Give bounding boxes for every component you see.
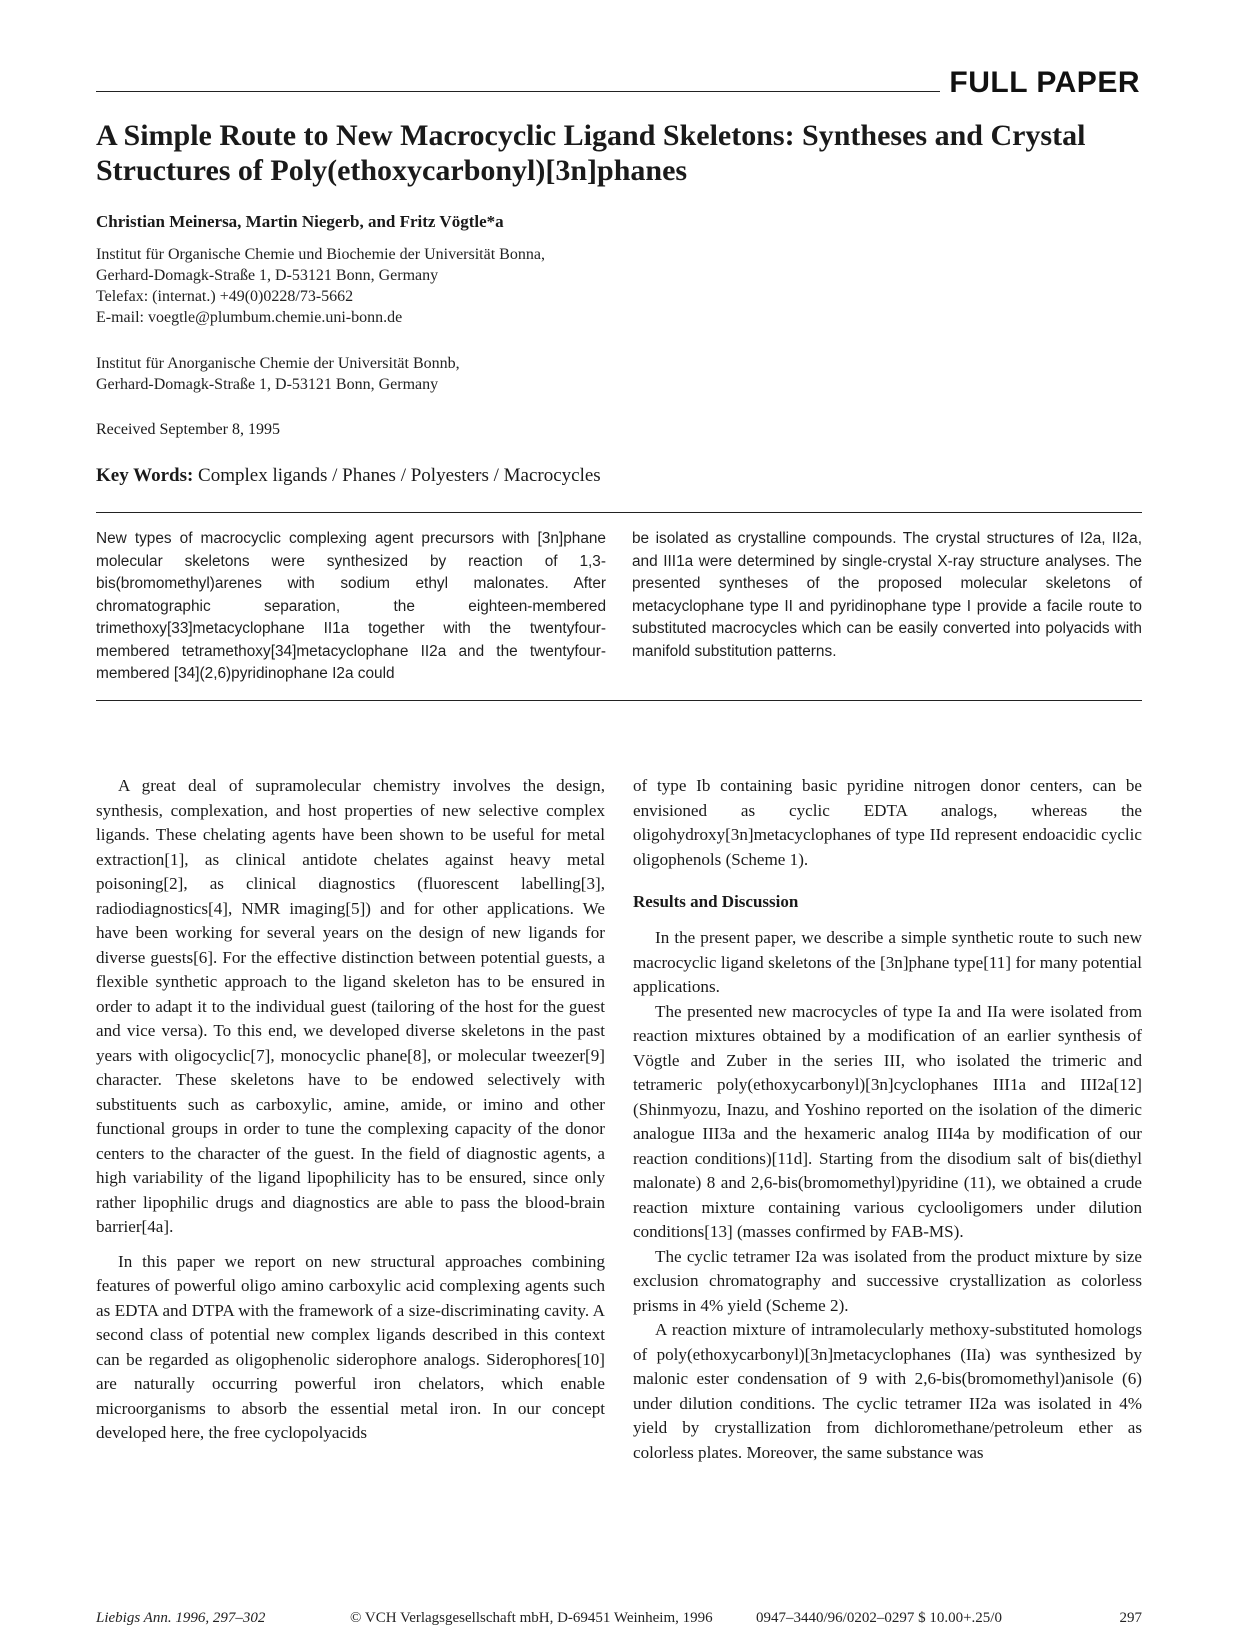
header-rule [96, 91, 940, 92]
abstract-bottom-rule [96, 700, 1142, 701]
body-paragraph: In this paper we report on new structural approaches combining features of powerful oligo amino carboxylic acid complexing agents such as EDTA and DTPA with the framework of a size-discriminating cavity. A second class of potential new complex ligands described in this context can be regarded as oligophenolic siderophore analogs. Siderophores[10] are naturally occurring powerful iron chelators, which enable microorganisms to absorb the essential metal iron. In our concept developed here, the free cyclopolyacids [96, 1251, 605, 1442]
received-date: Received September 8, 1995 [96, 421, 280, 438]
keywords [96, 465, 601, 487]
affiliation-a-line4: E-mail: voegtle@plumbum.chemie.uni-bonn.de [96, 309, 403, 326]
abstract-column-1: New types of macrocyclic complexing agent precursors with [3n]phane molecular skeletons were synthesized by reaction of 1,3-bis(bromomethyl)arenes with sodium ethyl malonates. After chromatographic separation, the eighteen-membered trimethoxy[33]metacyclophane II1a together with the twentyfour-membered tetramethoxy[34]metacyclophane II2a and the twentyfour-membered [34](2,6)pyridinophane I2a could [96, 530, 606, 682]
body-paragraph: A great deal of supramolecular chemistry involves the design, synthesis, complexation, and host properties of new selective complex ligands. These chelating agents have been shown to be useful for metal extraction[1], as clinical antidote chelates against heavy metal poisoning[2], as clinical diagnostics (fluorescent labelling[3], radiodiagnostics[4], NMR imaging[5]) and for other applications. We have been working for several years on the design of new ligands for diverse guests[6]. For the effective distinction between potential guests, a flexible synthetic approach to the ligand skeleton has to be ensured in order to adapt it to the individual guest (tailoring of the host for the guest and vice versa). To this end, we developed diverse skeletons in the past years with oligocyclic[7], monocyclic phane[8], or molecular tweezer[9] character. These skeletons have to be endowed selectively with substituents such as carboxylic, amine, amide, or imino and other functional groups in order to tune the complexing capacity of the donor centers to the character of the guest. In the field of diagnostic agents, a high variability of the ligand lipophilicity has to be ensured, since only rather lipophilic drugs and diagnostics are able to pass the blood-brain barrier[4a]. [96, 776, 605, 1236]
body-column-left [96, 774, 605, 1465]
keywords-label: Key Words: [96, 465, 194, 486]
abstract-top-rule [96, 512, 1142, 513]
body-column-right [633, 774, 1142, 1465]
body-paragraph: A reaction mixture of intramolecularly methoxy-substituted homologs of poly(ethoxycarbonyl)[3n]metacyclophanes (IIa) was synthesized by malonic ester condensation of 9 with 2,6-bis(bromomethyl)anisole (6) under dilution conditions. The cyclic tetramer II2a was isolated in 4% yield by crystallization from dichloromethane/petroleum ether as colorless plates. Moreover, the same substance was [633, 1320, 1142, 1462]
section-heading: Results and Discussion [633, 892, 799, 911]
affiliation-a-line2: Gerhard-Domagk-Straße 1, D-53121 Bonn, Germany [96, 267, 439, 284]
affiliation-b [96, 353, 460, 395]
affiliation-a [96, 244, 545, 328]
body-paragraph: The presented new macrocycles of type Ia and IIa were isolated from reaction mixtures obtained by a modification of an earlier synthesis of Vögtle and Zuber in the series III, who isolated the trimeric and tetrameric poly(ethoxycarbonyl)[3n]cyclophanes III1a and III2a[12] (Shinmyozu, Inazu, and Yoshino reported on the isolation of the dimeric analogue III3a and the hexameric analog III4a by modification of our reaction conditions)[11d]. Starting from the disodium salt of bis(diethyl malonate) 8 and 2,6-bis(bromomethyl)pyridine (11), we obtained a crude reaction mixture containing various cyclooligomers under dilution conditions[13] (masses confirmed by FAB-MS). [633, 1001, 1142, 1241]
affiliation-a-line1: Institut für Organische Chemie und Biochemie der Universität Bonna, [96, 246, 545, 263]
footer-code: 0947–3440/96/0202–0297 $ 10.00+.25/0 [756, 1610, 1002, 1626]
author-list: Christian Meinersa, Martin Niegerb, and Fritz Vögtle*a [96, 212, 504, 231]
body-paragraph: The cyclic tetramer I2a was isolated from the product mixture by size exclusion chromatography and successive crystallization as colorless prisms in 4% yield (Scheme 2). [633, 1246, 1142, 1315]
body-paragraph: of type Ib containing basic pyridine nitrogen donor centers, can be envisioned as cyclic EDTA analogs, whereas the oligohydroxy[3n]metacyclophanes of type IId represent endoacidic cyclic oligophenols (Scheme 1). [633, 776, 1142, 869]
affiliation-b-line1: Institut für Anorganische Chemie der Universität Bonnb, [96, 355, 460, 372]
body-text [96, 774, 1142, 1465]
affiliation-a-line3: Telefax: (internat.) +49(0)0228/73-5662 [96, 288, 354, 305]
paper-title: A Simple Route to New Macrocyclic Ligand Skeletons: Syntheses and Crystal Structures of Poly(ethoxycarbonyl)[3n]phanes [96, 119, 1086, 187]
abstract-column-2: be isolated as crystalline compounds. The crystal structures of I2a, II2a, and III1a were determined by single-crystal X-ray structure analyses. The presented syntheses of the proposed molecular skeletons of metacyclophane type II and pyridinophane type I provide a facile route to substituted macrocycles which can be easily converted into polyacids with manifold substitution patterns. [632, 530, 1142, 660]
body-paragraph: In the present paper, we describe a simple synthetic route to such new macrocyclic ligand skeletons of the [3n]phane type[11] for many potential applications. [633, 928, 1142, 996]
section-label: FULL PAPER [949, 66, 1140, 99]
abstract [96, 528, 1142, 686]
footer-publisher: © VCH Verlagsgesellschaft mbH, D-69451 Weinheim, 1996 [350, 1610, 713, 1626]
keywords-value: Complex ligands / Phanes / Polyesters / Macrocycles [198, 465, 601, 486]
footer-page-number: 297 [1119, 1610, 1142, 1626]
footer-journal: Liebigs Ann. 1996, 297–302 [96, 1610, 266, 1626]
affiliation-b-line2: Gerhard-Domagk-Straße 1, D-53121 Bonn, Germany [96, 376, 439, 393]
